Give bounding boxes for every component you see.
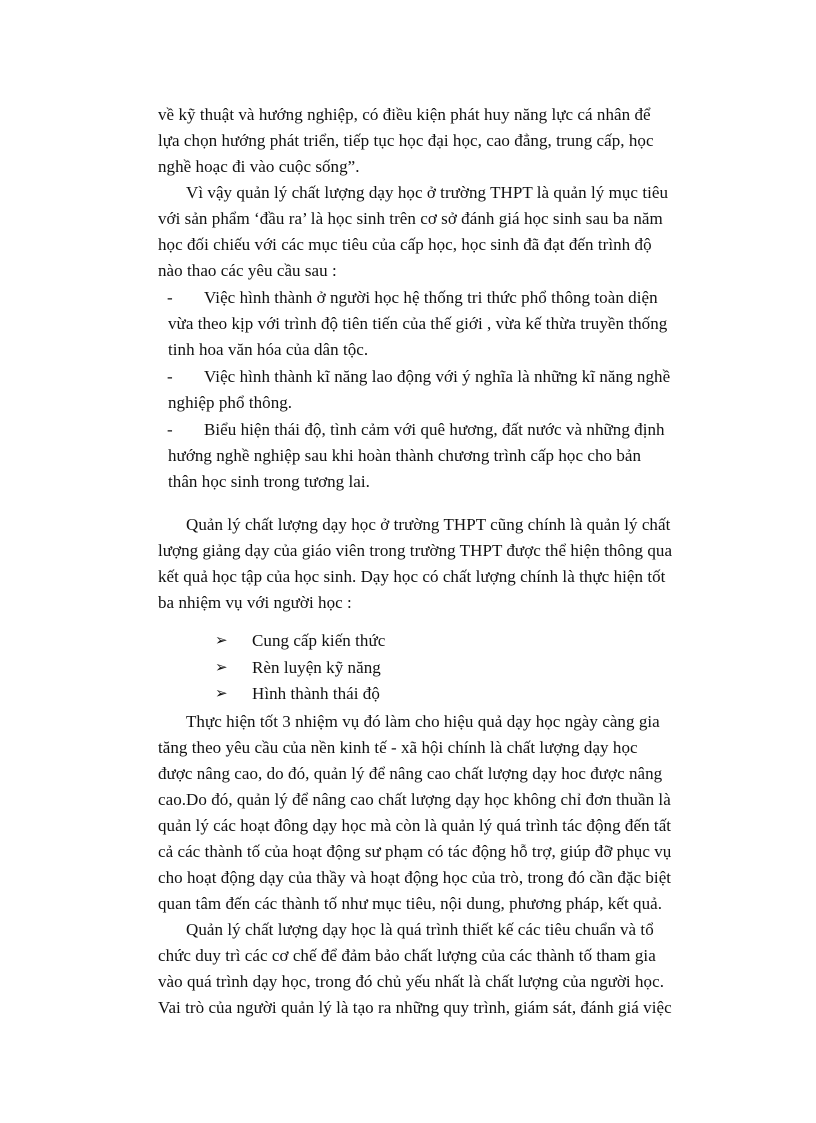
para3-line-3: kết quả học tập của học sinh. Dạy học có chất lượng chính là thực hiện tốt: [158, 567, 666, 586]
dash-item-2-line-2: nghiệp phổ thông.: [168, 393, 293, 412]
arrow-bullet-icon: ➢: [215, 686, 228, 702]
para4-line-2: tăng theo yêu cầu của nền kinh tế - xã hội chính là chất lượng dạy học: [158, 738, 638, 757]
para1-line-3: nghề hoạc đi vào cuộc sống”.: [158, 157, 360, 176]
para2-line-4: nào thao các yêu cầu sau :: [158, 261, 337, 280]
dash-bullet: -: [167, 288, 173, 307]
dash-item-3-line-3: thân học sinh trong tương lai.: [168, 472, 370, 491]
para4-line-5: quản lý các hoạt đông dạy học mà còn là quản lý quá trình tác động đến tất: [158, 816, 672, 835]
dash-item-3-line-2: hướng nghề nghiệp sau khi hoàn thành chương trình cấp học cho bản: [168, 446, 642, 465]
para4-line-8: quan tâm đến các thành tố như mục tiêu, nội dung, phương pháp, kết quả.: [158, 894, 663, 913]
dash-item-1-line-2: vừa theo kịp với trình độ tiên tiến của thế giới , vừa kế thừa truyền thống: [168, 314, 668, 333]
para2-line-2: với sản phẩm ‘đầu ra’ là học sinh trên cơ sở đánh giá học sinh sau ba năm: [158, 209, 663, 228]
para2-line-1: Vì vậy quản lý chất lượng dạy học ở trường THPT là quản lý mục tiêu: [186, 183, 669, 202]
dash-item-2-line-1: Việc hình thành kĩ năng lao động với ý nghĩa là những kĩ năng nghề: [204, 367, 671, 386]
dash-item-3-line-1: Biểu hiện thái độ, tình cảm với quê hương, đất nước và những định: [204, 420, 665, 439]
dash-item-1-line-1: Việc hình thành ở người học hệ thống tri thức phổ thông toàn diện: [204, 288, 658, 307]
para1-line-2: lựa chọn hướng phát triển, tiếp tục học đại học, cao đẳng, trung cấp, học: [158, 131, 654, 150]
dash-bullet: -: [167, 367, 173, 386]
para5-line-2: chức duy trì các cơ chế để đảm bảo chất lượng của các thành tố tham gia: [158, 946, 656, 965]
dash-item-1-line-3: tinh hoa văn hóa của dân tộc.: [168, 340, 369, 359]
para4-line-1: Thực hiện tốt 3 nhiệm vụ đó làm cho hiệu quả dạy học ngày càng gia: [186, 712, 660, 731]
arrow-item-3: Hình thành thái độ: [252, 684, 380, 703]
dash-bullet: -: [167, 420, 173, 439]
arrow-bullet-icon: ➢: [215, 660, 228, 676]
para5-line-4: Vai trò của người quản lý là tạo ra những quy trình, giám sát, đánh giá việc: [158, 998, 672, 1017]
para5-line-1: Quản lý chất lượng dạy học là quá trình thiết kế các tiêu chuẩn và tổ: [186, 920, 654, 939]
para4-line-6: cả các thành tố của hoạt động sư phạm có tác động hỗ trợ, giúp đỡ phục vụ: [158, 842, 672, 861]
para4-line-7: cho hoạt động dạy của thầy và hoạt động học của trò, trong đó cần đặc biệt: [158, 868, 672, 887]
para3-line-1: Quản lý chất lượng dạy học ở trường THPT cũng chính là quản lý chất: [186, 515, 671, 534]
para3-line-4: ba nhiệm vụ với người học :: [158, 593, 352, 612]
para4-line-3: được nâng cao, do đó, quản lý để nâng cao chất lượng dạy hoc được nâng: [158, 764, 663, 783]
arrow-item-1: Cung cấp kiến thức: [252, 631, 386, 650]
para5-line-3: vào quá trình dạy học, trong đó chủ yếu nhất là chất lượng của người học.: [158, 972, 665, 991]
para2-line-3: học đối chiếu với các mục tiêu của cấp học, học sinh đã đạt đến trình độ: [158, 235, 652, 254]
para3-line-2: lượng giảng dạy của giáo viên trong trường THPT được thể hiện thông qua: [158, 541, 673, 560]
para1-line-1: về kỹ thuật và hướng nghiệp, có điều kiện phát huy năng lực cá nhân để: [158, 105, 651, 124]
arrow-item-2: Rèn luyện kỹ năng: [252, 658, 381, 677]
para4-line-4: cao.Do đó, quản lý để nâng cao chất lượng dạy học không chỉ đơn thuần là: [158, 790, 671, 809]
arrow-bullet-icon: ➢: [215, 633, 228, 649]
